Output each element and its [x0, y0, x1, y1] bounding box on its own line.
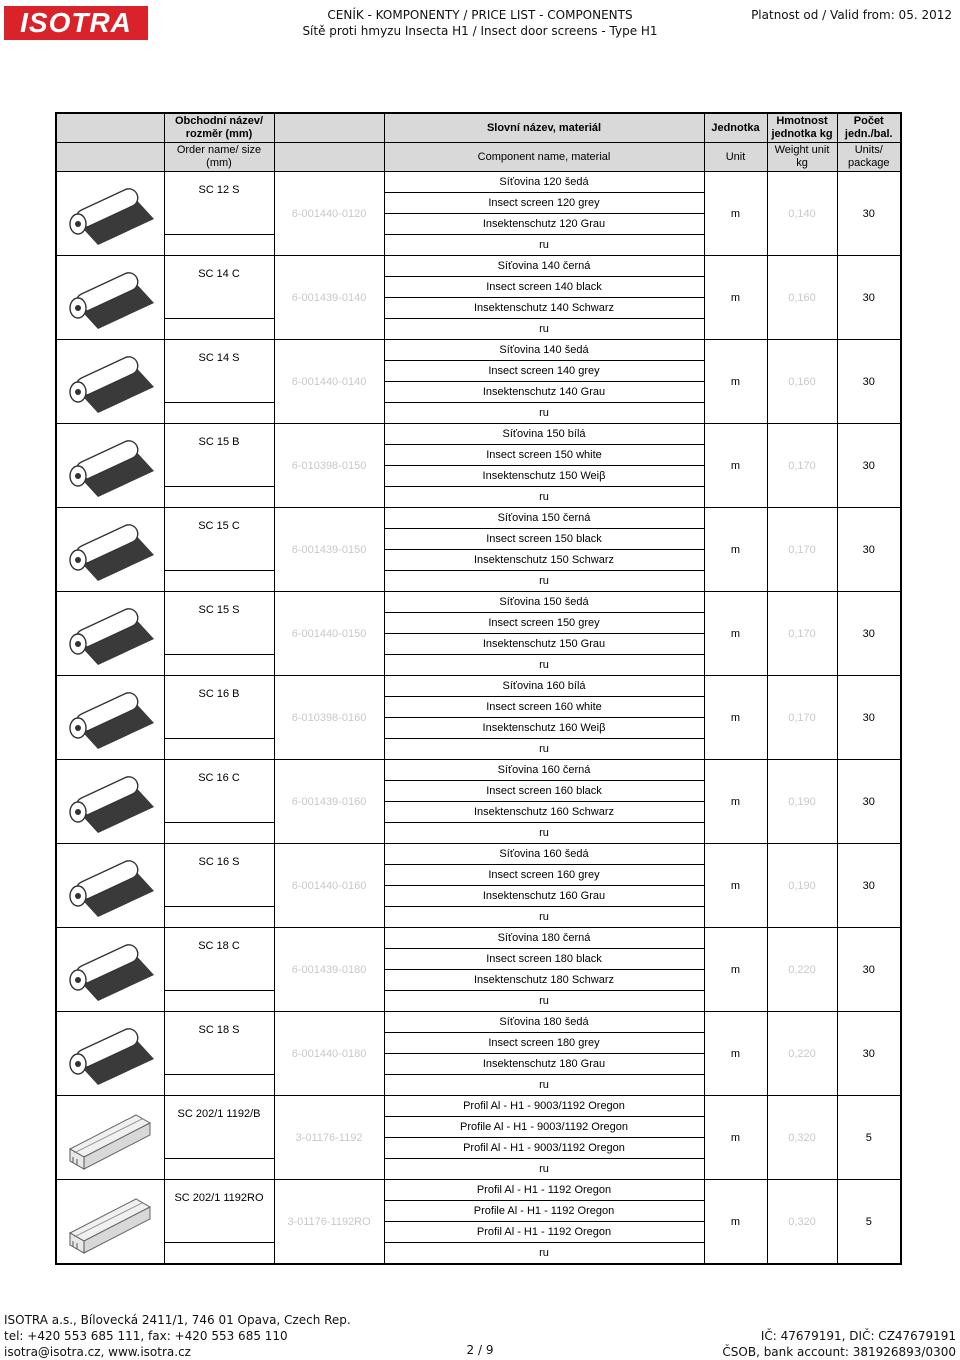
title-line-1: CENÍK - KOMPONENTY / PRICE LIST - COMPONENTS: [327, 8, 633, 22]
header-unit-en: Unit: [704, 143, 767, 172]
header-code-en: [274, 143, 384, 172]
units-per-package: 30: [837, 676, 901, 760]
unit: m: [704, 1096, 767, 1180]
order-name: SC 14 S: [164, 340, 274, 403]
order-name: SC 15 C: [164, 508, 274, 571]
table-row: [56, 928, 901, 949]
table-row: [56, 1096, 901, 1117]
footer-address: ISOTRA a.s., Bílovecká 2411/1, 746 01 Opava, Czech Rep.: [4, 1313, 351, 1327]
roll-icon: [56, 172, 164, 256]
unit: m: [704, 256, 767, 340]
component-name: Síťovina 160 šedá: [384, 844, 704, 865]
page-number: 2 / 9: [466, 1343, 494, 1357]
component-name: Insect screen 140 grey: [384, 361, 704, 382]
component-name: Insect screen 180 black: [384, 949, 704, 970]
component-name: ru: [384, 235, 704, 256]
component-name: Insect screen 150 grey: [384, 613, 704, 634]
header-component-cz: Slovní název, materiál: [384, 113, 704, 143]
component-name: Síťovina 160 černá: [384, 760, 704, 781]
units-per-package: 30: [837, 760, 901, 844]
units-per-package: 30: [837, 340, 901, 424]
component-name: Síťovina 150 černá: [384, 508, 704, 529]
order-name: SC 15 S: [164, 592, 274, 655]
units-per-package: 5: [837, 1180, 901, 1265]
weight: 0,320: [767, 1180, 837, 1265]
header-image: [56, 113, 164, 143]
header-order-name-cz: Obchodní název/ rozměr (mm): [164, 113, 274, 143]
component-name: ru: [384, 319, 704, 340]
title-line-2: Sítě proti hmyzu Insecta H1 / Insect door screens - Type H1: [302, 24, 658, 38]
component-name: Síťovina 180 černá: [384, 928, 704, 949]
unit: m: [704, 592, 767, 676]
header-code: [274, 113, 384, 143]
logo-text: ISOTRA: [20, 7, 132, 38]
units-per-package: 30: [837, 508, 901, 592]
component-name: ru: [384, 1075, 704, 1096]
weight: 0,140: [767, 172, 837, 256]
order-name: SC 16 S: [164, 844, 274, 907]
component-name: Insect screen 160 grey: [384, 865, 704, 886]
product-code: 6-001440-0120: [274, 172, 384, 256]
weight: 0,170: [767, 676, 837, 760]
component-name: Insektenschutz 120 Grau: [384, 214, 704, 235]
footer-ids: [722, 1328, 956, 1360]
product-code: 3-01176-1192RO: [274, 1180, 384, 1265]
roll-icon: [56, 928, 164, 1012]
table-row: [56, 760, 901, 781]
order-name: SC 202/1 1192RO: [164, 1180, 274, 1243]
weight: 0,220: [767, 1012, 837, 1096]
order-name: SC 18 S: [164, 1012, 274, 1075]
units-per-package: 30: [837, 592, 901, 676]
component-name: Insektenschutz 150 Schwarz: [384, 550, 704, 571]
component-name: Síťovina 120 šedá: [384, 172, 704, 193]
unit: m: [704, 508, 767, 592]
product-code: 3-01176-1192: [274, 1096, 384, 1180]
component-name: Profil Al - H1 - 1192 Oregon: [384, 1180, 704, 1201]
unit: m: [704, 172, 767, 256]
component-name: Insect screen 120 grey: [384, 193, 704, 214]
units-per-package: 30: [837, 424, 901, 508]
order-name: SC 18 C: [164, 928, 274, 991]
weight: 0,220: [767, 928, 837, 1012]
component-name: Profil Al - H1 - 9003/1192 Oregon: [384, 1138, 704, 1159]
valid-from: Platnost od / Valid from: 05. 2012: [751, 8, 952, 22]
component-name: Insect screen 160 white: [384, 697, 704, 718]
product-code: 6-001440-0160: [274, 844, 384, 928]
price-list-table: [55, 112, 902, 1265]
component-name: Insektenschutz 160 Schwarz: [384, 802, 704, 823]
profile-icon: [56, 1180, 164, 1265]
order-name: SC 16 B: [164, 676, 274, 739]
component-name: Insektenschutz 180 Schwarz: [384, 970, 704, 991]
order-name-blank: [164, 403, 274, 424]
component-name: ru: [384, 823, 704, 844]
units-per-package: 30: [837, 844, 901, 928]
order-name-blank: [164, 1243, 274, 1265]
component-name: Insect screen 150 black: [384, 529, 704, 550]
weight: 0,170: [767, 592, 837, 676]
table-header-row-en: [56, 143, 901, 172]
component-name: Síťovina 160 bílá: [384, 676, 704, 697]
component-name: Insektenschutz 140 Grau: [384, 382, 704, 403]
table-header-row-cz: [56, 113, 901, 143]
unit: m: [704, 1180, 767, 1265]
component-name: ru: [384, 1159, 704, 1180]
roll-icon: [56, 592, 164, 676]
component-name: ru: [384, 739, 704, 760]
component-name: Profile Al - H1 - 9003/1192 Oregon: [384, 1117, 704, 1138]
table-row: [56, 508, 901, 529]
order-name: SC 12 S: [164, 172, 274, 235]
component-name: Síťovina 150 bílá: [384, 424, 704, 445]
order-name: SC 202/1 1192/B: [164, 1096, 274, 1159]
roll-icon: [56, 1012, 164, 1096]
roll-icon: [56, 256, 164, 340]
table-row: [56, 592, 901, 613]
order-name-blank: [164, 823, 274, 844]
profile-icon: [56, 1096, 164, 1180]
footer-phone: tel: +420 553 685 111, fax: +420 553 685 110: [4, 1329, 288, 1343]
header-weight-en: Weight unit kg: [767, 143, 837, 172]
order-name-blank: [164, 1159, 274, 1180]
weight: 0,170: [767, 424, 837, 508]
table-row: [56, 256, 901, 277]
component-name: Insektenschutz 180 Grau: [384, 1054, 704, 1075]
product-code: 6-001439-0140: [274, 256, 384, 340]
header-image-en: [56, 143, 164, 172]
component-name: Insektenschutz 160 Weiβ: [384, 718, 704, 739]
table-row: [56, 1180, 901, 1201]
component-name: ru: [384, 403, 704, 424]
units-per-package: 30: [837, 928, 901, 1012]
component-name: ru: [384, 487, 704, 508]
component-name: ru: [384, 1243, 704, 1265]
component-name: ru: [384, 907, 704, 928]
order-name: SC 15 B: [164, 424, 274, 487]
unit: m: [704, 676, 767, 760]
roll-icon: [56, 340, 164, 424]
component-name: Insect screen 150 white: [384, 445, 704, 466]
product-code: 6-010398-0150: [274, 424, 384, 508]
product-code: 6-001440-0150: [274, 592, 384, 676]
roll-icon: [56, 424, 164, 508]
order-name-blank: [164, 487, 274, 508]
order-name-blank: [164, 1075, 274, 1096]
document-title: [250, 7, 710, 39]
isotra-logo: [4, 6, 148, 40]
units-per-package: 30: [837, 256, 901, 340]
component-name: Profile Al - H1 - 1192 Oregon: [384, 1201, 704, 1222]
component-name: Insektenschutz 140 Schwarz: [384, 298, 704, 319]
order-name-blank: [164, 907, 274, 928]
unit: m: [704, 1012, 767, 1096]
product-code: 6-001439-0150: [274, 508, 384, 592]
component-name: Insektenschutz 160 Grau: [384, 886, 704, 907]
weight: 0,190: [767, 760, 837, 844]
table-row: [56, 424, 901, 445]
footer-web: isotra@isotra.cz, www.isotra.cz: [4, 1345, 191, 1359]
table-row: [56, 676, 901, 697]
order-name-blank: [164, 319, 274, 340]
order-name-blank: [164, 571, 274, 592]
component-name: Insect screen 180 grey: [384, 1033, 704, 1054]
unit: m: [704, 424, 767, 508]
header-count-en: Units/ package: [837, 143, 901, 172]
roll-icon: [56, 844, 164, 928]
header-unit-cz: Jednotka: [704, 113, 767, 143]
unit: m: [704, 340, 767, 424]
footer-bank: ČSOB, bank account: 381926893/0300: [722, 1345, 956, 1359]
units-per-package: 30: [837, 1012, 901, 1096]
component-name: ru: [384, 991, 704, 1012]
header-component-en: Component name, material: [384, 143, 704, 172]
weight: 0,190: [767, 844, 837, 928]
component-name: Síťovina 140 černá: [384, 256, 704, 277]
order-name-blank: [164, 991, 274, 1012]
component-name: Insect screen 140 black: [384, 277, 704, 298]
roll-icon: [56, 508, 164, 592]
weight: 0,320: [767, 1096, 837, 1180]
order-name-blank: [164, 739, 274, 760]
footer-vat: IČ: 47679191, DIČ: CZ47679191: [760, 1329, 956, 1343]
units-per-package: 30: [837, 172, 901, 256]
component-name: Profil Al - H1 - 1192 Oregon: [384, 1222, 704, 1243]
component-name: Profil Al - H1 - 9003/1192 Oregon: [384, 1096, 704, 1117]
units-per-package: 5: [837, 1096, 901, 1180]
component-name: Insect screen 160 black: [384, 781, 704, 802]
product-code: 6-001440-0140: [274, 340, 384, 424]
product-code: 6-001439-0160: [274, 760, 384, 844]
roll-icon: [56, 676, 164, 760]
unit: m: [704, 844, 767, 928]
component-name: ru: [384, 655, 704, 676]
component-name: Insektenschutz 150 Weiβ: [384, 466, 704, 487]
order-name-blank: [164, 655, 274, 676]
component-name: Síťovina 140 šedá: [384, 340, 704, 361]
unit: m: [704, 928, 767, 1012]
product-code: 6-001439-0180: [274, 928, 384, 1012]
table-row: [56, 340, 901, 361]
unit: m: [704, 760, 767, 844]
table-row: [56, 844, 901, 865]
footer-company: [4, 1312, 351, 1360]
roll-icon: [56, 760, 164, 844]
order-name-blank: [164, 235, 274, 256]
weight: 0,160: [767, 340, 837, 424]
order-name: SC 16 C: [164, 760, 274, 823]
order-name: SC 14 C: [164, 256, 274, 319]
weight: 0,170: [767, 508, 837, 592]
product-code: 6-001440-0180: [274, 1012, 384, 1096]
component-name: Síťovina 150 šedá: [384, 592, 704, 613]
component-name: ru: [384, 571, 704, 592]
header-order-name-en: Order name/ size (mm): [164, 143, 274, 172]
weight: 0,160: [767, 256, 837, 340]
product-code: 6-010398-0160: [274, 676, 384, 760]
table-row: [56, 172, 901, 193]
component-name: Insektenschutz 150 Grau: [384, 634, 704, 655]
component-name: Síťovina 180 šedá: [384, 1012, 704, 1033]
header-weight-cz: Hmotnost jednotka kg: [767, 113, 837, 143]
table-row: [56, 1012, 901, 1033]
header-count-cz: Počet jedn./bal.: [837, 113, 901, 143]
